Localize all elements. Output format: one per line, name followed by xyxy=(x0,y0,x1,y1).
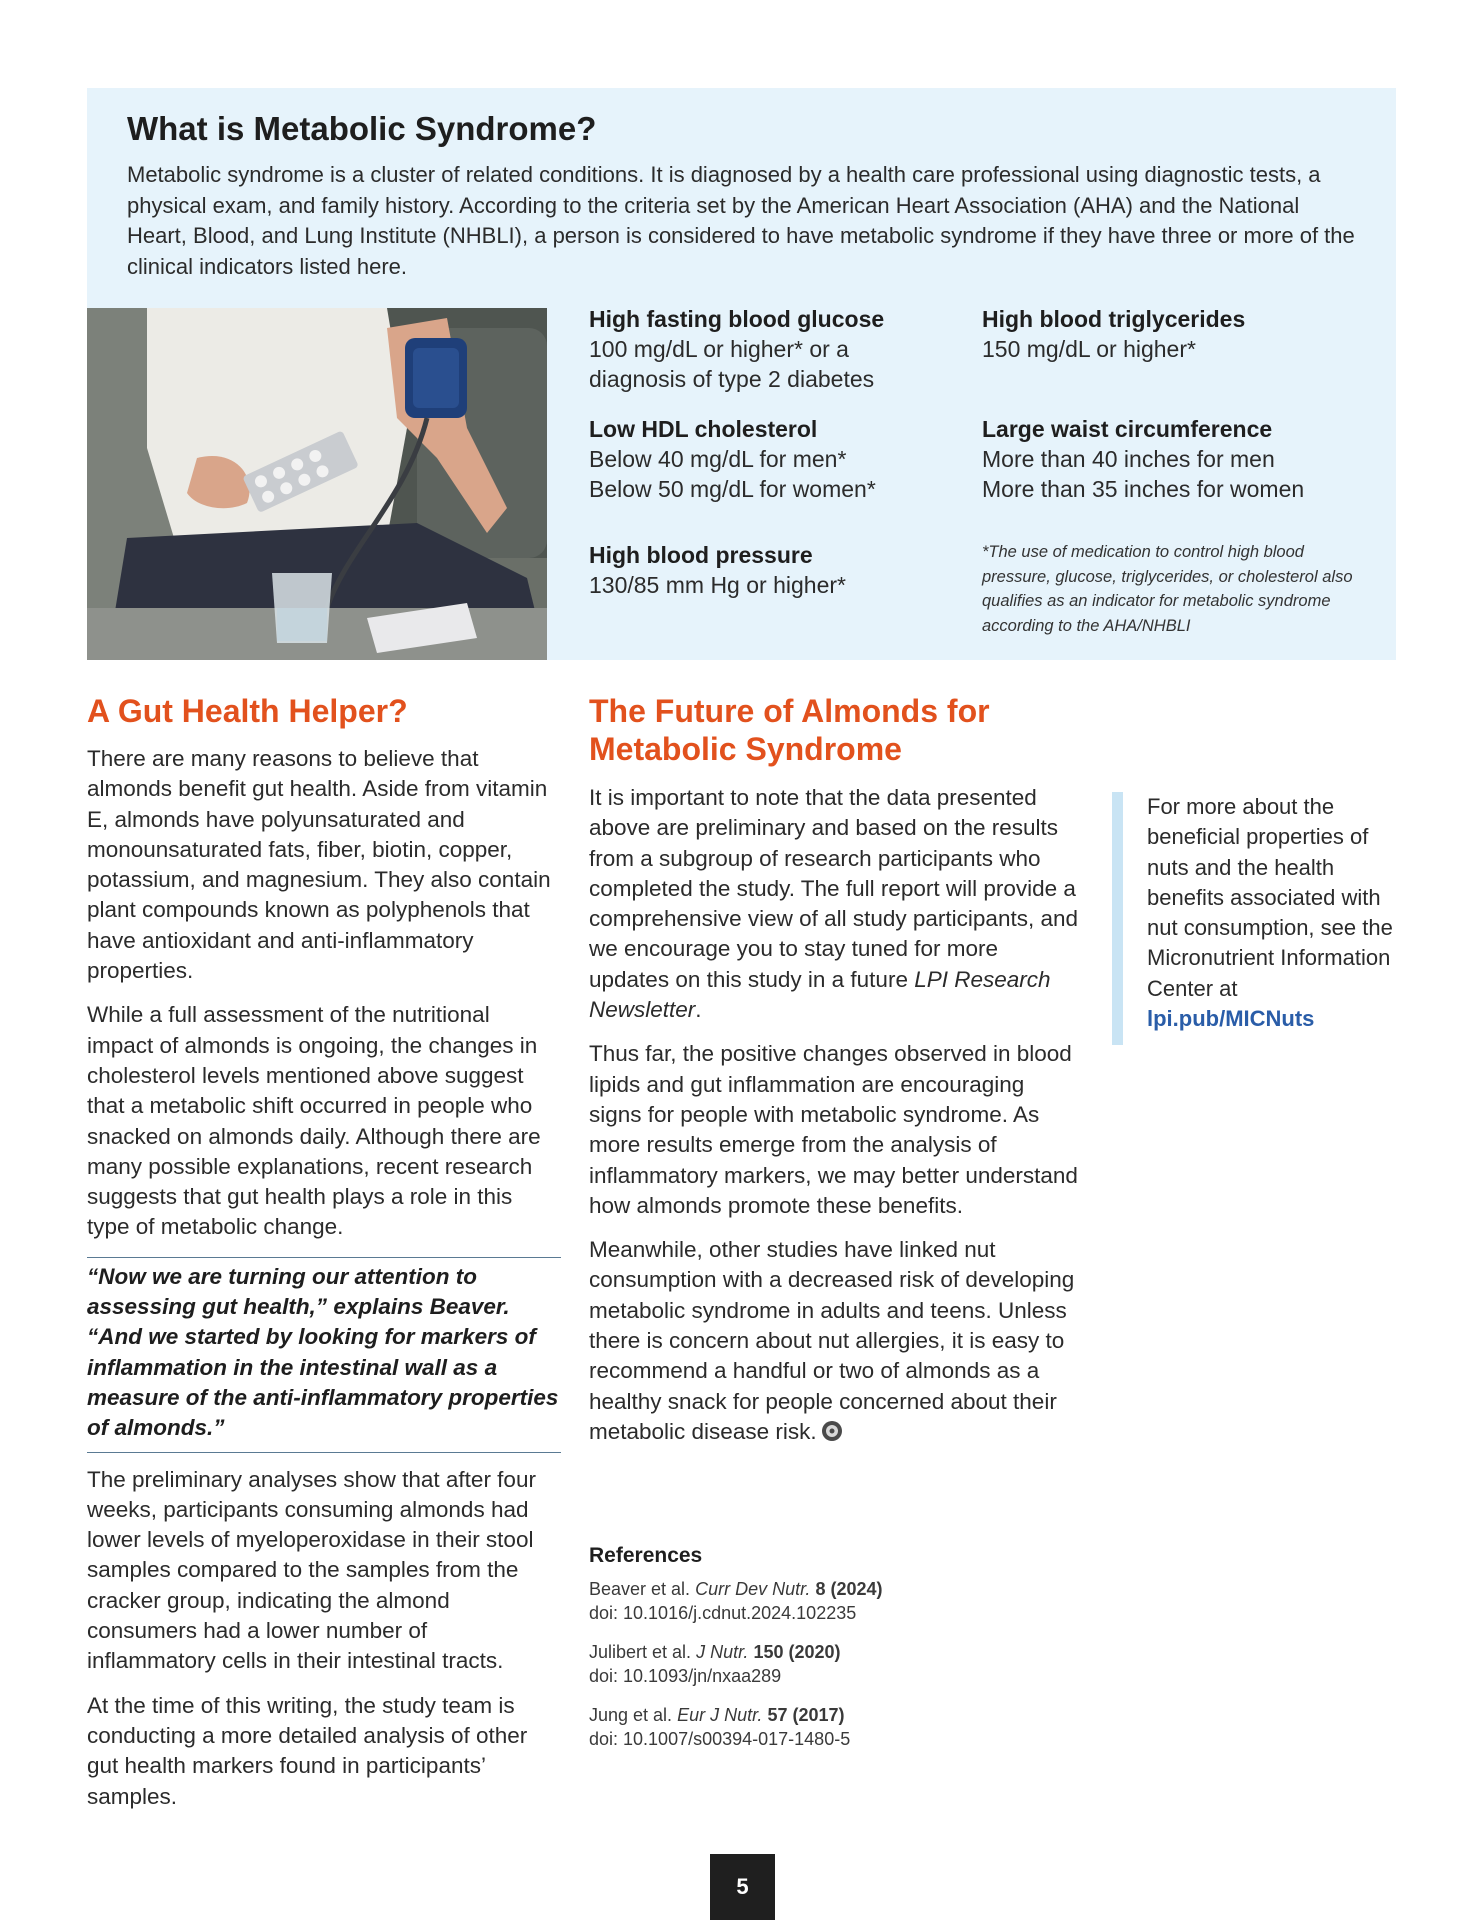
criterion-line: Below 50 mg/dL for women* xyxy=(589,476,876,502)
criterion-line: Below 40 mg/dL for men* xyxy=(589,446,847,472)
medication-footnote: *The use of medication to control high blood pressure, glucose, triglycerides, or cholesterol also qualifies as an indicator for metabolic syndrome according to the AHA/NHBLI xyxy=(982,543,1353,635)
criterion-blood-pressure xyxy=(589,540,969,600)
references-heading: References xyxy=(589,1544,703,1567)
reference-authors: Julibert et al. xyxy=(589,1642,692,1662)
criterion-line: 150 mg/dL or higher* xyxy=(982,336,1196,362)
sidebar-text: For more about the beneficial properties of nuts and the health benefits associated with nut consumption, see the Micronutrient Information Center at xyxy=(1147,794,1393,1001)
future-paragraph xyxy=(589,1235,1079,1450)
reference-authors: Beaver et al. xyxy=(589,1579,691,1599)
criterion-line: 100 mg/dL or higher* or a xyxy=(589,336,849,362)
reference-doi: doi: 10.1016/j.cdnut.2024.102235 xyxy=(589,1602,857,1623)
future-text: Meanwhile, other studies have linked nut consumption with a decreased risk of developing metabolic syndrome in adults and teens. Unless there is concern about nut allergies, it is easy to recommend a handful or two of almonds as a healthy snack for people concerned about their metabolic disease risk. xyxy=(589,1237,1075,1444)
criterion-line: diagnosis of type 2 diabetes xyxy=(589,366,875,392)
reference-item xyxy=(589,1578,1009,1625)
criterion-waist xyxy=(982,414,1382,504)
criterion-glucose xyxy=(589,304,969,394)
reference-volume: 150 (2020) xyxy=(753,1642,841,1662)
references xyxy=(589,1544,1009,1767)
page-number: 5 xyxy=(710,1854,775,1920)
reference-item xyxy=(589,1704,1009,1751)
info-box-intro: Metabolic syndrome is a cluster of related conditions. It is diagnosed by a health care professional using diagnostic tests, a physical exam, and family history. According to the criteria set by the American Heart Association (AHA) and the National Heart, Blood, and Lung Institute (NHBLI), a person is considered to have metabolic syndrome if they have three or more of the clinical indicators listed here. xyxy=(127,162,1355,279)
newsletter-title: LPI Research Newsletter xyxy=(589,966,1051,1023)
gut-health-column xyxy=(87,744,561,1826)
pull-quote: “Now we are turning our attention to assessing gut health,” explains Beaver. “And we started by looking for markers of inflammation in the intestinal wall as a measure of the anti-inflammatory properties of almonds.” xyxy=(87,1257,561,1453)
criterion-line: More than 35 inches for women xyxy=(982,476,1305,502)
metabolic-syndrome-info-box xyxy=(87,88,1396,660)
reference-journal: Curr Dev Nutr. xyxy=(695,1579,811,1599)
criterion-heading: High blood triglycerides xyxy=(982,306,1246,332)
reference-volume: 57 (2017) xyxy=(767,1705,845,1725)
future-column xyxy=(589,783,1079,1464)
micronutrient-sidebar xyxy=(1112,792,1402,1045)
criterion-line: 130/85 mm Hg or higher* xyxy=(589,572,846,598)
criterion-heading: High fasting blood glucose xyxy=(589,306,885,332)
gut-health-paragraph: While a full assessment of the nutritional impact of almonds is ongoing, the changes in cholesterol levels mentioned above suggest that a metabolic shift occurred in people who snacked on almonds daily. Although there are many possible explanations, recent research suggests that gut health plays a role in this type of metabolic change. xyxy=(87,1002,541,1240)
end-mark-icon xyxy=(821,1420,843,1450)
info-box-title: What is Metabolic Syndrome? xyxy=(127,110,597,147)
reference-doi: doi: 10.1093/jn/nxaa289 xyxy=(589,1665,782,1686)
future-text: It is important to note that the data presented above are preliminary and based on the results from a subgroup of research participants who completed the study. The full report will provide a comprehensive view of all study participants, and we encourage you to stay tuned for more updates on this study in a future xyxy=(589,785,1079,992)
criterion-heading: High blood pressure xyxy=(589,542,813,568)
reference-doi: doi: 10.1007/s00394-017-1480-5 xyxy=(589,1728,851,1749)
reference-journal: Eur J Nutr. xyxy=(677,1705,763,1725)
gut-health-paragraph: At the time of this writing, the study team is conducting a more detailed analysis of other gut health markers found in participants’ samples. xyxy=(87,1692,528,1809)
reference-journal: J Nutr. xyxy=(696,1642,749,1662)
gut-health-heading: A Gut Health Helper? xyxy=(87,693,408,729)
gut-health-paragraph: There are many reasons to believe that almonds benefit gut health. Aside from vitamin E, almonds have polyunsaturated and monounsaturated fats, fiber, biotin, copper, potassium, and magnesium. They also contain plant compounds known as polyphenols that have antioxidant and anti-inflammatory properties. xyxy=(87,746,551,984)
criterion-heading: Low HDL cholesterol xyxy=(589,416,818,442)
future-paragraph: Thus far, the positive changes observed in blood lipids and gut inflammation are encouraging signs for people with metabolic syndrome. As more results emerge from the analysis of inflammatory markers, we may better understand how almonds promote these benefits. xyxy=(589,1041,1078,1218)
criterion-hdl xyxy=(589,414,969,504)
criterion-line: More than 40 inches for men xyxy=(982,446,1275,472)
reference-item xyxy=(589,1641,1009,1688)
future-paragraph xyxy=(589,783,1079,1025)
future-text: . xyxy=(695,997,702,1023)
criterion-triglycerides xyxy=(982,304,1382,364)
reference-volume: 8 (2024) xyxy=(815,1579,883,1599)
future-heading: The Future of Almonds for Metabolic Syndrome xyxy=(589,693,990,767)
gut-health-paragraph: The preliminary analyses show that after four weeks, participants consuming almonds had lower levels of myeloperoxidase in their stool samples compared to the samples from the cracker group, indicating the almond consumers had a lower number of inflammatory cells in their intestinal tracts. xyxy=(87,1466,536,1674)
blood-pressure-photo xyxy=(87,308,547,660)
reference-authors: Jung et al. xyxy=(589,1705,673,1725)
micnuts-link[interactable]: lpi.pub/MICNuts xyxy=(1147,1006,1315,1032)
criterion-heading: Large waist circumference xyxy=(982,416,1273,442)
